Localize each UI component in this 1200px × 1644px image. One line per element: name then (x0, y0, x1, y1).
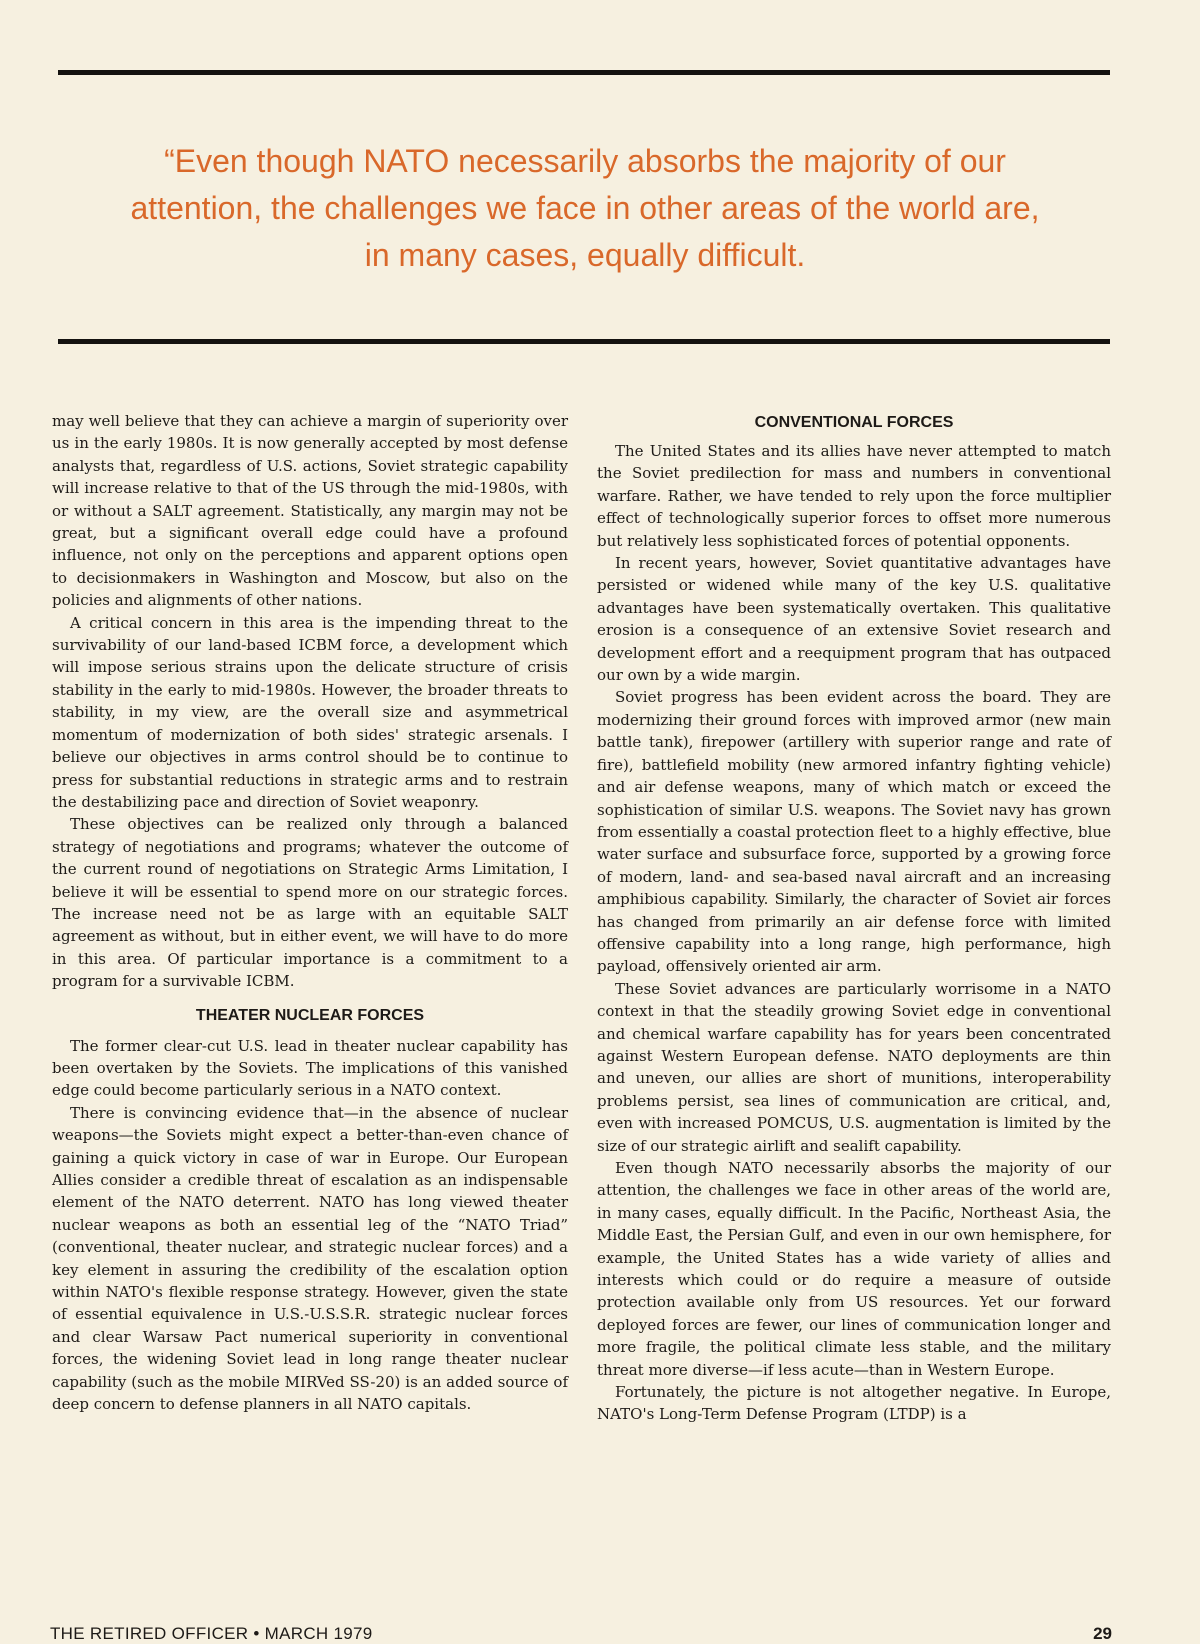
body-paragraph: The United States and its allies have never attempted to match the Soviet predilection for mass and numbers in conventional warfare. Rather, we have tended to rely upon the force multiplier effect of technologically superior forces to offset more numerous but relatively less sophisticated forces of potential opponents. (597, 442, 1111, 550)
body-paragraph: Soviet progress has been evident across the board. They are modernizing their ground forces with improved armor (new main battle tank), firepower (artillery with superior range and rate of fire), battlefield mobility (new armored infantry fighting vehicle) and air defense weapons, many of which match or exceed the sophistication of similar U.S. weapons. The Soviet navy has grown from essentially a coastal protection fleet to a highly effective, blue water surface and subsurface force, supported by a growing force of modern, land- and sea-based naval aircraft and an increasing amphibious capability. Similarly, the character of Soviet air forces has changed from primarily an air defense force with limited offensive capability into a long range, high performance, high payload, offensively oriented air arm. (597, 688, 1111, 976)
body-paragraph: Even though NATO necessarily absorbs the majority of our attention, the challenges we face in other areas of the world are, in many cases, equally difficult. In the Pacific, Northeast Asia, the Middle East, the Persian Gulf, and even in our own hemisphere, for example, the United States has a wide variety of allies and interests which could or do require a measure of outside protection available only from US resources. Yet our forward deployed forces are fewer, our lines of communication longer and more fragile, the political climate less stable, and the military threat more diverse—if less acute—than in Western Europe. (597, 1159, 1111, 1379)
body-paragraph: may well believe that they can achieve a margin of superiority over us in the early 1980s. It is now generally accepted by most defense analysts that, regardless of U.S. actions, Soviet strategic capability will increase relative to that of the US through the mid-1980s, with or without a SALT agreement. Statistically, any margin may not be great, but a significant overall edge could have a profound influence, not only on the perceptions and apparent options open to decisionmakers in Washington and Moscow, but also on the policies and alignments of other nations. (52, 412, 568, 610)
body-paragraph: These Soviet advances are particularly worrisome in a NATO context in that the steadily growing Soviet edge in conventional and chemical warfare capability has for years been concentrated against Western European defense. NATO deployments are thin and uneven, our allies are short of munitions, interoperability problems persist, sea lines of communication are critical, and, even with increased POMCUS, U.S. augmentation is limited by the size of our strategic airlift and sealift capability. (597, 979, 1111, 1155)
pull-quote (70, 138, 1100, 279)
body-paragraph: There is convincing evidence that—in the absence of nuclear weapons—the Soviets might expect a better-than-even chance of gaining a quick victory in case of war in Europe. Our European Allies consider a credible threat of escalation as an indispensable element of the NATO deterrent. NATO has long viewed theater nuclear weapons as both an essential leg of the “NATO Triad” (conventional, theater nuclear, and strategic nuclear forces) and a key element in assuring the credibility of the escalation option within NATO's flexible response strategy. However, given the state of essential equivalence in U.S.-U.S.S.R. strategic nuclear forces and clear Warsaw Pact numerical superiority in conventional forces, the widening Soviet lead in long range theater nuclear capability (such as the mobile MIRVed SS-20) is an added source of deep concern to defense planners in all NATO capitals. (52, 1103, 568, 1414)
body-paragraph: Fortunately, the picture is not altogether negative. In Europe, NATO's Long-Term Defense Program (LTDP) is a (597, 1383, 1111, 1424)
pull-quote-line: attention, the challenges we face in other areas of the world are, (130, 190, 1040, 226)
masthead: THE RETIRED OFFICER • MARCH 1979 (50, 1624, 373, 1643)
right-column (597, 414, 1111, 1426)
pull-quote-line: “Even though NATO necessarily absorbs the majority of our (164, 143, 1006, 179)
section-heading-conventional: CONVENTIONAL FORCES (754, 414, 954, 431)
body-paragraph: A critical concern in this area is the impending threat to the survivability of our land-based ICBM force, a development which will impose serious strains upon the delicate structure of crisis stability in the early to mid-1980s. However, the broader threats to stability, in my view, are the overall size and asymmetrical momentum of modernization of both sides' strategic arsenals. I believe our objectives in arms control should be to continue to press for substantial reductions in strategic arms and to restrain the destabilizing pace and direction of Soviet weaponry. (52, 613, 568, 811)
body-paragraph: In recent years, however, Soviet quantitative advantages have persisted or widened while many of the key U.S. qualitative advantages have been systematically overtaken. This qualitative erosion is a consequence of an extensive Soviet research and development effort and a reequipment program that has outpaced our own by a wide margin. (597, 554, 1111, 685)
pull-quote-line: in many cases, equally difficult. (364, 237, 806, 273)
top-rule (58, 70, 1110, 75)
left-column (52, 410, 568, 1415)
section-heading-theater-nuclear: THEATER NUCLEAR FORCES (195, 1006, 425, 1024)
page-number: 29 (1093, 1624, 1112, 1643)
body-paragraph: The former clear-cut U.S. lead in theater nuclear capability has been overtaken by the Soviets. The implications of this vanished edge could become particularly serious in a NATO context. (52, 1036, 568, 1100)
bottom-rule (58, 339, 1110, 344)
body-paragraph: These objectives can be realized only through a balanced strategy of negotiations and programs; whatever the outcome of the current round of negotiations on Strategic Arms Limitation, I believe it will be essential to spend more on our strategic forces. The increase need not be as large with an equitable SALT agreement as without, but in either event, we will have to do more in this area. Of particular importance is a commitment to a program for a survivable ICBM. (52, 815, 568, 991)
